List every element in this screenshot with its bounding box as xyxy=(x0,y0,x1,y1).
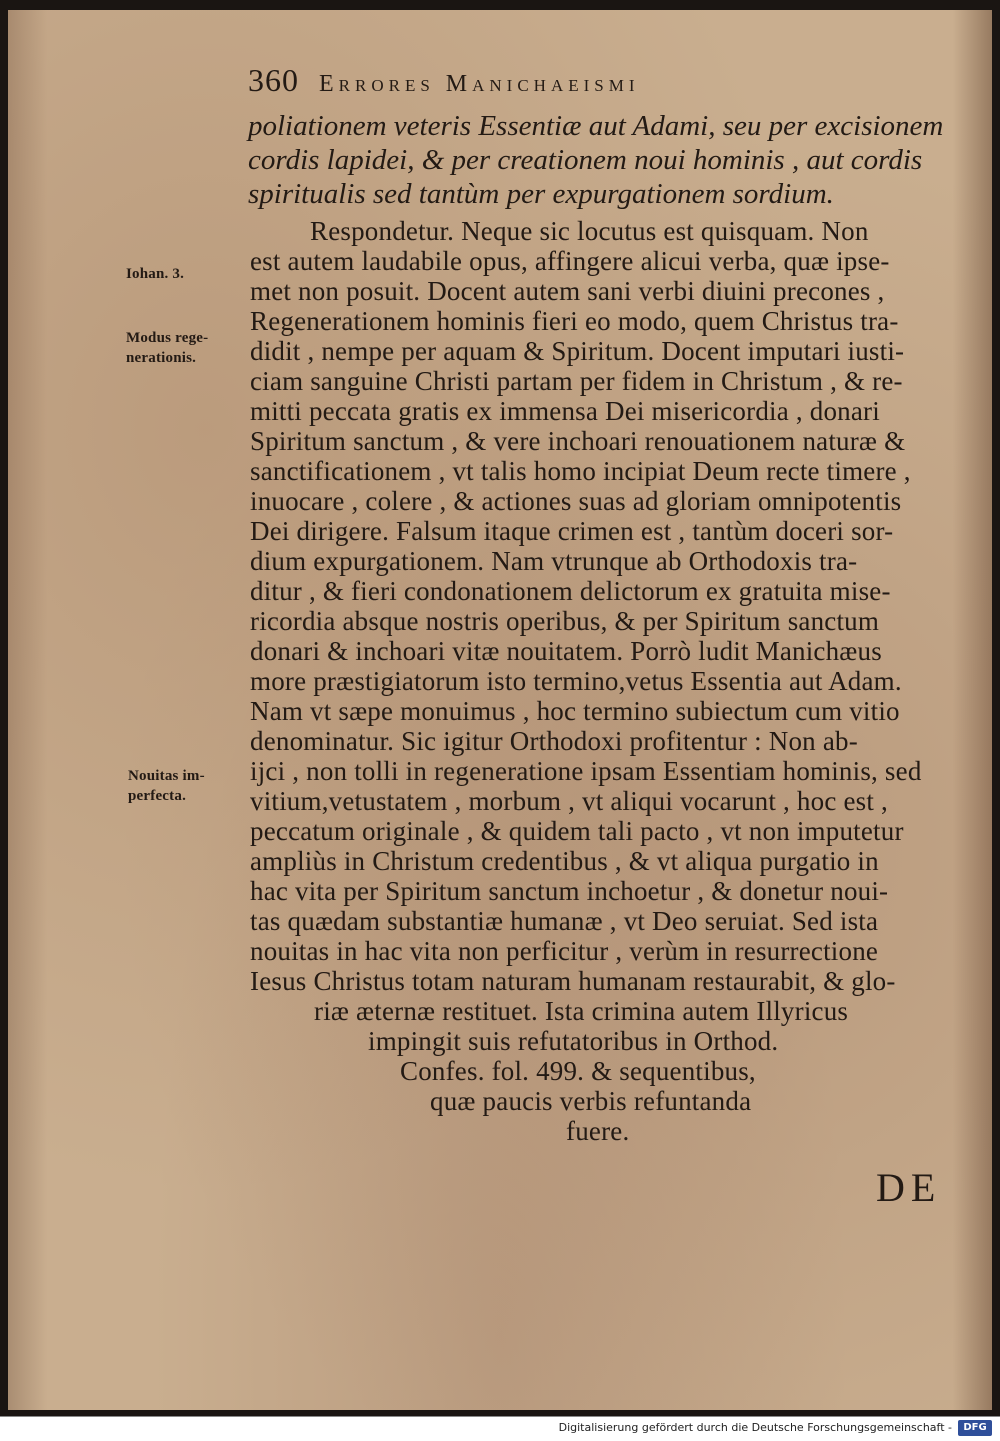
running-title: Errores Manichaeismi xyxy=(319,71,640,97)
body-line: Respondetur. Neque sic locutus est quisquam. Non xyxy=(310,216,869,246)
marginal-note: nerationis. xyxy=(126,350,197,366)
body-line: Regenerationem hominis fieri eo modo, quem Christus tra- xyxy=(250,306,899,336)
digitization-footer xyxy=(0,1416,1000,1441)
body-line: ricordia absque nostris operibus, & per Spiritum sanctum xyxy=(250,606,880,636)
body-line: est autem laudabile opus, affingere alicui verba, quæ ipse- xyxy=(250,246,890,276)
running-head xyxy=(248,62,848,102)
dfg-logo: DFG xyxy=(958,1420,992,1436)
body-line: peccatum originale , & quidem tali pacto , vt non imputetur xyxy=(250,816,904,846)
body-line: denominatur. Sic igitur Orthodoxi profitentur : Non ab- xyxy=(250,726,858,756)
catchword: DE xyxy=(876,1165,942,1210)
body-line: more præstigiatorum isto termino,vetus Essentia aut Adam. xyxy=(250,666,902,696)
body-line: inuocare , colere , & actiones suas ad gloriam omnipotentis xyxy=(250,486,902,516)
italic-line: poliationem veteris Essentiæ aut Adami, seu per excisionem xyxy=(248,110,944,142)
body-line: Iesus Christus totam naturam humanam restaurabit, & glo- xyxy=(250,966,896,996)
body-line: fuere. xyxy=(566,1116,630,1146)
body-line: Dei dirigere. Falsum itaque crimen est , tantùm doceri sor- xyxy=(250,516,894,546)
body-line: impingit suis refutatoribus in Orthod. xyxy=(368,1026,779,1056)
body-line: dium expurgationem. Nam vtrunque ab Orthodoxis tra- xyxy=(250,546,858,576)
body-line: ditur , & fieri condonationem delictorum ex gratuita mise- xyxy=(250,576,891,606)
body-line: ciam sanguine Christi partam per fidem in Christum , & re- xyxy=(250,366,903,396)
body-line: hac vita per Spiritum sanctum inchoetur , & donetur noui- xyxy=(250,876,889,906)
body-line: sanctificationem , vt talis homo incipiat Deum recte timere , xyxy=(250,456,911,486)
body-line: quæ paucis verbis refuntanda xyxy=(430,1086,752,1116)
body-line: Nam vt sæpe monuimus , hoc termino subiectum cum vitio xyxy=(250,696,900,726)
italic-line: cordis lapidei, & per creationem noui hominis , aut cordis xyxy=(248,144,923,176)
body-line: mitti peccata gratis ex immensa Dei misericordia , donari xyxy=(250,396,880,426)
marginal-note: perfecta. xyxy=(128,788,187,804)
page-number: 360 xyxy=(248,62,299,98)
body-line: ijci , non tolli in regeneratione ipsam Essentiam hominis, sed xyxy=(250,756,922,786)
body-line: Spiritum sanctum , & vere inchoari renouationem naturæ & xyxy=(250,426,906,456)
body-line: didit , nempe per aquam & Spiritum. Docent imputari iusti- xyxy=(250,336,905,366)
body-line: tas quædam substantiæ humanæ , vt Deo seruiat. Sed ista xyxy=(250,906,879,936)
marginal-note: Iohan. 3. xyxy=(126,266,185,282)
body-line: ampliùs in Christum credentibus , & vt aliqua purgatio in xyxy=(250,846,879,876)
marginal-note: Nouitas im- xyxy=(128,768,205,784)
body-line: nouitas in hac vita non perficitur , verùm in resurrectione xyxy=(250,936,879,966)
funding-credit: Digitalisierung gefördert durch die Deutsche Forschungsgemeinschaft - xyxy=(558,1421,952,1434)
italic-line: spiritualis sed tantùm per expurgationem sordium. xyxy=(248,178,834,210)
marginal-note: Modus rege- xyxy=(126,330,209,346)
body-line: met non posuit. Docent autem sani verbi diuini precones , xyxy=(250,276,885,306)
body-line: donari & inchoari vitæ nouitatem. Porrò ludit Manichæus xyxy=(250,636,882,666)
body-line: vitium,vetustatem , morbum , vt aliqui vocarunt , hoc est , xyxy=(250,786,888,816)
body-line: Confes. fol. 499. & sequentibus, xyxy=(400,1056,756,1086)
body-line: riæ æternæ restituet. Ista crimina autem Illyricus xyxy=(314,996,849,1026)
